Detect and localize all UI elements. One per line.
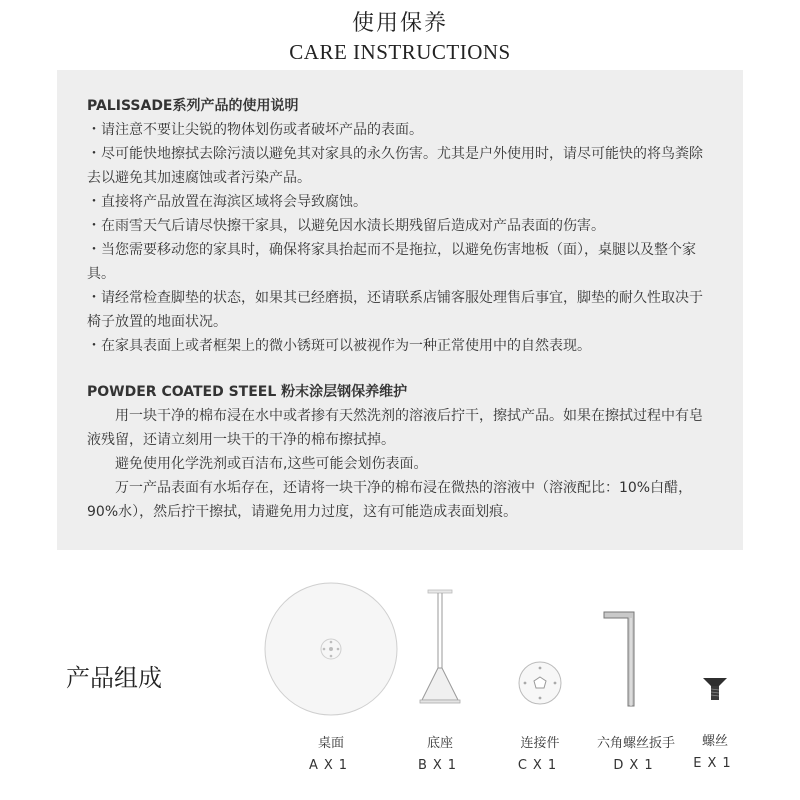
part-tabletop [264, 582, 398, 800]
palissade-item: ・当您需要移动您的家具时，确保将家具抬起而不是拖拉，以避免伤害地板（面），桌腿以及整个家具。 [87, 242, 696, 282]
care-instructions-panel [57, 70, 743, 550]
palissade-item: ・在雨雪天气后请尽快擦干家具，以避免因水渍长期残留后造成对产品表面的伤害。 [87, 218, 605, 234]
part-screw [690, 672, 740, 800]
part-qty: DX1 [613, 758, 659, 773]
palissade-heading: PALISSADE系列产品的使用说明 [87, 98, 299, 114]
palissade-item: ・直接将产品放置在海滨区域将会导致腐蚀。 [87, 194, 367, 210]
page-title: 使用保养 [351, 11, 448, 36]
part-label: 底座 [426, 736, 453, 751]
part-qty: EX1 [693, 756, 737, 771]
powder-heading: POWDER COATED STEEL 粉末涂层钢保养维护 [87, 384, 408, 400]
part-connector [505, 658, 575, 800]
palissade-item: ・请注意不要让尖锐的物体划伤或者破坏产品的表面。 [87, 122, 423, 138]
powder-item: 万一产品表面有水垢存在，还请将一块干净的棉布浸在微热的溶液中（溶液配比：10%白醋，90%水），然后拧干擦拭，请避免用力过度，这有可能造成表面划痕。 [87, 480, 693, 520]
part-qty: BX1 [417, 758, 463, 773]
part-label: 六角螺丝扳手 [596, 736, 675, 751]
part-base [406, 588, 474, 800]
part-label: 连接件 [520, 736, 560, 751]
part-label: 桌面 [317, 736, 344, 751]
tabletop-icon [264, 582, 398, 716]
base-icon [406, 588, 474, 706]
part-qty: CX1 [517, 758, 563, 773]
hex-key-icon [588, 606, 684, 710]
composition-title: 产品组成 [66, 664, 162, 692]
screw-icon [690, 672, 740, 704]
part-hex-key [588, 606, 684, 800]
part-label: 螺丝 [701, 734, 728, 749]
part-qty: AX1 [308, 758, 354, 773]
page-subtitle: CARE INSTRUCTIONS [289, 40, 511, 64]
powder-item: 避免使用化学洗剂或百洁布,这些可能会划伤表面。 [115, 456, 428, 472]
powder-item: 用一块干净的棉布浸在水中或者掺有天然洗剂的溶液后拧干，擦拭产品。如果在擦拭过程中有皂液残留，还请立刻用一块干的干净的棉布擦拭掉。 [87, 408, 703, 448]
palissade-item: ・在家具表面上或者框架上的微小锈斑可以被视作为一种正常使用中的自然表现。 [87, 338, 591, 354]
palissade-item: ・尽可能快地擦拭去除污渍以避免其对家具的永久伤害。尤其是户外使用时，请尽可能快的将鸟粪除去以避免其加速腐蚀或者污染产品。 [87, 146, 703, 186]
palissade-item: ・请经常检查脚垫的状态，如果其已经磨损，还请联系店铺客服处理售后事宜，脚垫的耐久性取决于椅子放置的地面状况。 [87, 290, 703, 330]
connector-icon [505, 658, 575, 708]
product-composition [0, 560, 800, 800]
